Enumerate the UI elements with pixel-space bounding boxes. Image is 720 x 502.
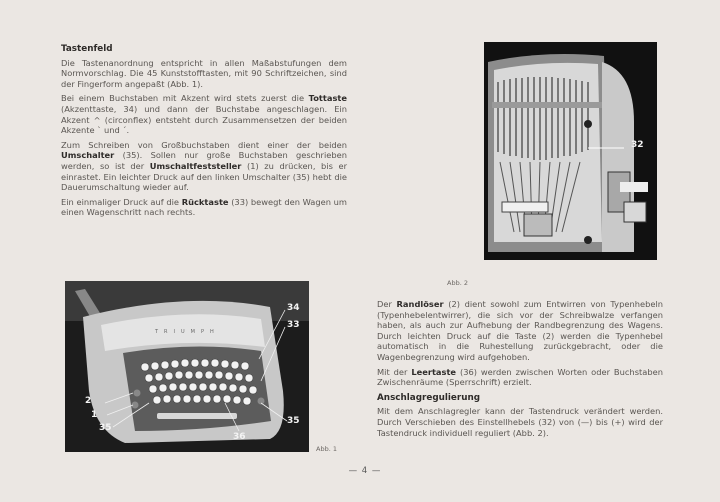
text-run: Ein einmaliger Druck auf die [61,196,182,207]
term-umschaltfeststeller: Umschaltfeststeller [149,160,242,171]
page-number: — 4 — [348,466,382,476]
figure-1-caption: Abb. 1 [316,445,337,453]
text-run: (33) bewegt den Wagen um einen Wagenschritt nach rechts. [61,196,347,218]
section-randloeser [377,299,663,442]
callout-35-right: 35 [287,416,300,426]
callout-2: 2 [85,396,92,406]
term-randloeser: Randlöser [396,299,444,309]
heading-anschlagregulierung: Anschlagregulierung [377,392,481,403]
figure-1-photo [65,281,309,452]
paragraph-randloeser [377,299,663,363]
text-run: Mit der [377,366,412,377]
text-run: Zum Schreiben von Großbuchstaben dient einer der beiden [61,139,347,150]
heading-tastenfeld: Tastenfeld [61,44,113,54]
text-run: (35). Sollen nur große Buchstaben geschrieben werden, so ist der [61,150,347,171]
term-ruecktaste: Rücktaste [181,196,229,207]
text-run: Bei einem Buchstaben mit Akzent wird stets zuerst die [61,93,309,104]
term-leertaste: Leertaste [411,366,457,377]
section-tastenfeld [61,44,347,222]
callout-32: 32 [631,140,644,150]
brand-lettering: TRIUMPH [155,329,220,335]
text-run: (2) dient sowohl zum Entwirren von Typenhebeln (Typenhebelentwirrer), die sich vor der Schreibwalze verfangen haben, als auch zur Aufhebung der Randbegrenzung des Wagens. Durch leichten Druck auf die Taste (2) werden die Typenhebel automatisch in die Ruhestellung zurückgebracht, oder die Wagenbegrenzung wird aufgehoben. [377,299,664,362]
paragraph-leertaste [377,367,663,388]
typewriter-mechanism-illustration [484,42,657,260]
text-run: Der [377,299,397,309]
paragraph-anschlagregulierung: Mit dem Anschlagregler kann der Tastendruck verändert werden. Durch Verschieben des Einstellhebels (32) von (—) bis (+) wird der Tastendruck individuell reguliert (Abb. 2). [377,406,663,438]
callout-33: 33 [287,320,300,330]
paragraph-4 [61,197,347,218]
paragraph-1: Die Tastenanordnung entspricht in allen Maßabstufungen dem Normvorschlag. Die 45 Kunststofftasten, mit 90 Schriftzeichen, sind der Fingerform angepaßt (Abb. 1). [61,57,347,89]
callout-36: 36 [233,432,246,442]
text-run: (Akzenttaste, 34) und dann der Buchstabe angeschlagen. Ein Akzent ^ (circonflex) entsteht durch Zusammensetzen der beiden Akzente ` und ´. [61,103,347,136]
text-run: (1) zu drücken, bis er einrastet. Ein leichter Druck auf den linken Umschalter (35) hebt die Dauerumschaltung wieder auf. [61,160,347,193]
text-run: (36) werden zwischen Worten oder Buchstaben Zwischenräume (Sperrschrift) erzielt. [377,366,663,388]
callout-34: 34 [287,303,300,313]
term-tottaste: Tottaste [308,93,347,104]
callout-1: 1 [91,410,98,420]
figure-2-photo [484,42,657,260]
paragraph-2 [61,93,347,135]
figure-2-caption: Abb. 2 [447,279,468,287]
term-umschalter: Umschalter [61,150,115,161]
callout-35-left: 35 [99,423,112,433]
paragraph-3 [61,140,347,193]
